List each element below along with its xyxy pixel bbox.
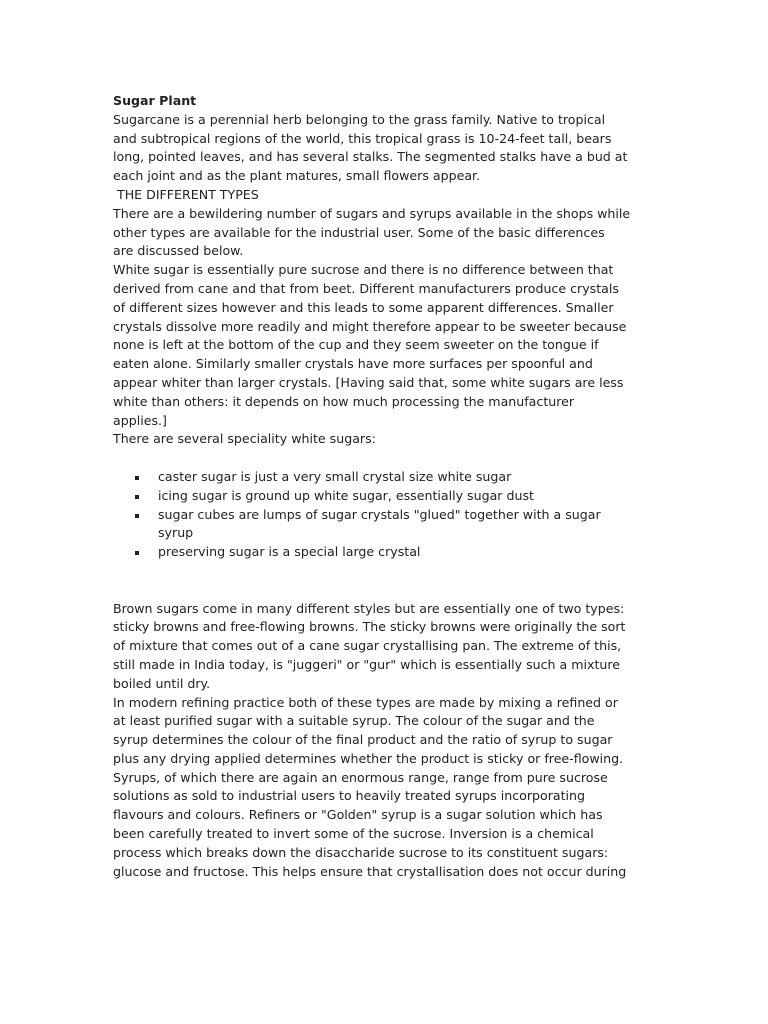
- text-line: syrup determines the colour of the final product and the ratio of syrup to sugar: [113, 732, 613, 748]
- list-item-text: syrup: [158, 525, 194, 541]
- text-line: plus any drying applied determines whether the product is sticky or free-flowing.: [113, 750, 624, 766]
- paragraph-refining: [113, 694, 658, 769]
- paragraph-intro: [113, 111, 658, 186]
- paragraph-syrups: [113, 769, 658, 882]
- text-line: other types are available for the industrial user. Some of the basic differences: [113, 224, 605, 240]
- text-line: glucose and fructose. This helps ensure that crystallisation does not occur during: [113, 863, 627, 879]
- list-item-text: caster sugar is just a very small crystal size white sugar: [158, 468, 512, 484]
- list-item-text: preserving sugar is a special large crystal: [158, 544, 421, 560]
- list-item: [113, 468, 658, 487]
- list-item: [113, 543, 658, 562]
- text-line: process which breaks down the disaccharide sucrose to its constituent sugars:: [113, 844, 609, 860]
- paragraph-speciality-intro: [113, 430, 658, 449]
- text-line: are discussed below.: [113, 243, 244, 259]
- paragraph-white-sugar: [113, 261, 658, 430]
- list-item: [113, 506, 658, 544]
- text-line: eaten alone. Similarly smaller crystals have more surfaces per spoonful and: [113, 356, 593, 372]
- document-title: Sugar Plant: [113, 93, 197, 108]
- text-line: White sugar is essentially pure sucrose and there is no difference between that: [113, 262, 614, 278]
- text-line: sticky browns and free-flowing browns. The sticky browns were originally the sort: [113, 619, 626, 635]
- bullet-icon: [135, 514, 139, 518]
- text-line: Sugarcane is a perennial herb belonging to the grass family. Native to tropical: [113, 111, 606, 127]
- text-line: There are several speciality white sugars:: [113, 431, 376, 447]
- blank-line: [113, 581, 658, 600]
- speciality-sugars-list: [113, 468, 658, 562]
- list-item: [113, 487, 658, 506]
- text-line: applies.]: [113, 412, 167, 428]
- text-line: of different sizes however and this leads to some apparent differences. Smaller: [113, 299, 614, 315]
- text-line: been carefully treated to invert some of the sucrose. Inversion is a chemical: [113, 826, 594, 842]
- text-line: each joint and as the plant matures, small flowers appear.: [113, 168, 481, 184]
- text-line: still made in India today, is "juggeri" or "gur" which is essentially such a mixture: [113, 656, 621, 672]
- paragraph-brown-sugar: [113, 600, 658, 694]
- list-item-text: sugar cubes are lumps of sugar crystals "glued" together with a sugar: [158, 506, 601, 522]
- text-line: In modern refining practice both of these types are made by mixing a refined or: [113, 694, 618, 710]
- bullet-icon: [135, 551, 139, 555]
- text-line: derived from cane and that from beet. Different manufacturers produce crystals: [113, 280, 619, 296]
- text-line: solutions as sold to industrial users to heavily treated syrups incorporating: [113, 788, 586, 804]
- paragraph-types-intro: [113, 205, 658, 261]
- text-line: flavours and colours. Refiners or "Golden" syrup is a sugar solution which has: [113, 807, 603, 823]
- text-line: at least purified sugar with a suitable syrup. The colour of the sugar and the: [113, 713, 595, 729]
- document-page: [113, 92, 658, 881]
- text-line: none is left at the bottom of the cup and they seem sweeter on the tongue if: [113, 337, 599, 353]
- text-line: Syrups, of which there are again an enormous range, range from pure sucrose: [113, 769, 608, 785]
- text-line: of mixture that comes out of a cane sugar crystallising pan. The extreme of this,: [113, 638, 622, 654]
- text-line: Brown sugars come in many different styles but are essentially one of two types:: [113, 600, 625, 616]
- bullet-icon: [135, 476, 139, 480]
- bullet-icon: [135, 495, 139, 499]
- text-line: boiled until dry.: [113, 675, 211, 691]
- text-line: There are a bewildering number of sugars and syrups available in the shops while: [113, 205, 631, 221]
- section-heading-types: THE DIFFERENT TYPES: [113, 186, 259, 202]
- text-line: white than others: it depends on how much processing the manufacturer: [113, 393, 575, 409]
- list-item-text: icing sugar is ground up white sugar, essentially sugar dust: [158, 487, 534, 503]
- text-line: long, pointed leaves, and has several stalks. The segmented stalks have a bud at: [113, 149, 628, 165]
- text-line: crystals dissolve more readily and might therefore appear to be sweeter because: [113, 318, 627, 334]
- text-line: and subtropical regions of the world, this tropical grass is 10-24-feet tall, bears: [113, 130, 612, 146]
- text-line: appear whiter than larger crystals. [Having said that, some white sugars are less: [113, 374, 624, 390]
